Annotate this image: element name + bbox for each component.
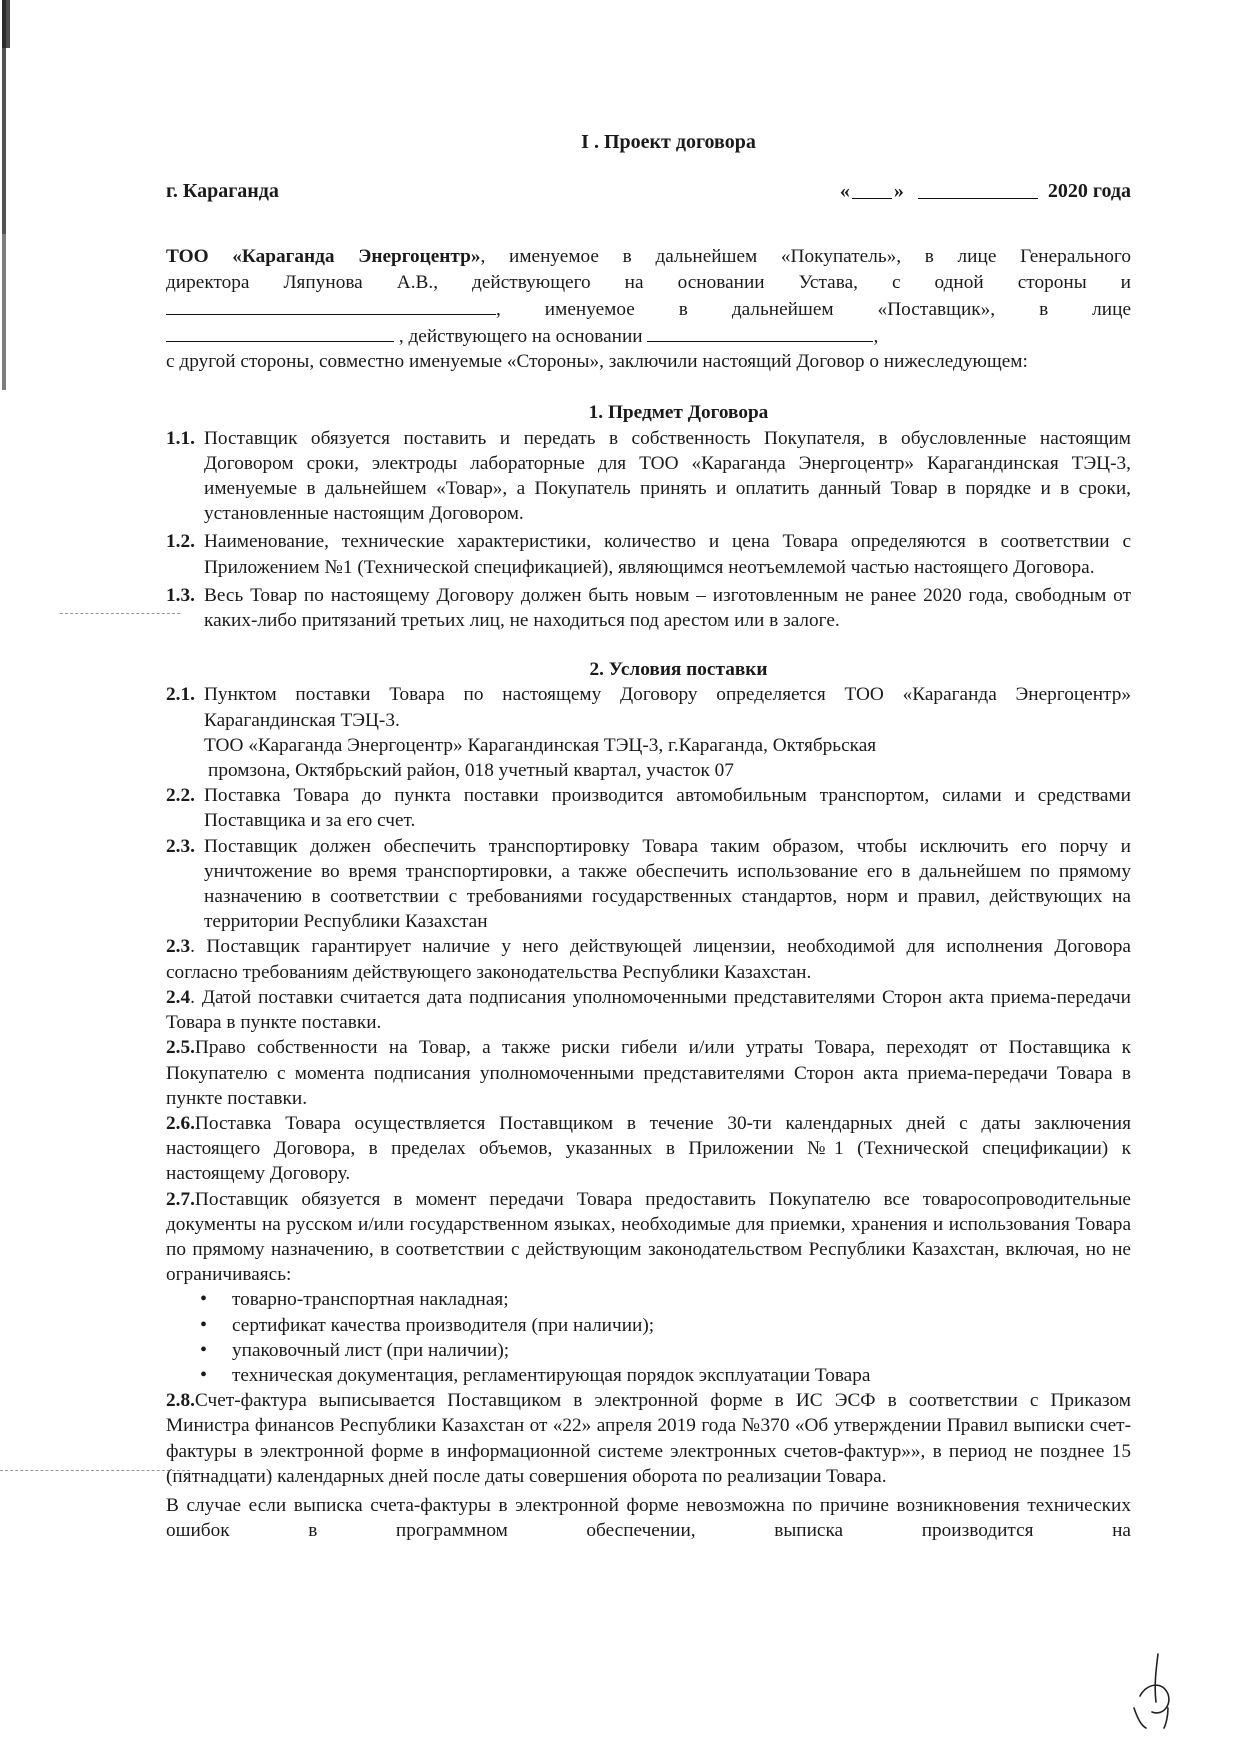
clause-number: 1.1. xyxy=(166,427,195,449)
city-name: г. Караганда xyxy=(166,180,279,203)
section-2-title: 2. Условия поставки xyxy=(589,659,768,681)
clause-2-3b xyxy=(166,934,1131,984)
city-date-row xyxy=(166,179,1131,204)
date-open-quote: « xyxy=(839,180,850,203)
month-blank xyxy=(918,179,1038,199)
preamble-text: , именуемое в дальнейшем «Покупатель», в лице Генерального xyxy=(480,246,1131,268)
representative-blank xyxy=(166,322,394,342)
closing-paragraph: В случае если выписка счета-фактуры в электронной форме невозможна по причине возникновения технических ошибок в программном обеспечении, выписка производится на xyxy=(166,1494,1131,1542)
document-title: I . Проект договора xyxy=(581,131,756,153)
clause-2-1 xyxy=(166,682,1131,732)
clause-1-1 xyxy=(166,426,1131,527)
handwritten-initial-mark xyxy=(1128,1650,1176,1730)
clause-text: Поставщик обязуется в момент передачи Товара предоставить Покупателю все товаросопроводительные документы на русском и/или государственном языках, необходимые для приемки, хранения и использования Товара по прямому назначению, в соответствии с действующим законодательством Республики Казахстан, включая, но не ограничиваясь: xyxy=(166,1188,1131,1286)
clause-text: Поставка Товара до пункта поставки производится автомобильным транспортом, силами и средствами Поставщика и за его счет. xyxy=(204,785,1131,832)
clause-number: 1.2. xyxy=(166,531,195,553)
date-year: 2020 года xyxy=(1047,180,1131,203)
clause-2-5 xyxy=(166,1035,1131,1111)
clause-2-2 xyxy=(166,783,1131,833)
clause-number: 2.3 xyxy=(166,936,191,958)
preamble-line-1 xyxy=(166,244,1131,269)
preamble-text: , действующего на основании xyxy=(394,326,648,348)
clause-number: 1.3. xyxy=(166,584,195,606)
contract-date xyxy=(840,179,1131,204)
list-item: • товарно-транспортная накладная; xyxy=(190,1287,1131,1312)
clause-number: 2.2. xyxy=(166,785,195,807)
clause-text: Поставка Товара осуществляется Поставщиком в течение 30-ти календарных дней с даты заключения настоящего Договора, в пределах объемов, указанных в Приложении №1 (Технической спецификации) к настоящему Договору. xyxy=(166,1112,1131,1185)
clause-number: 2.6. xyxy=(166,1112,195,1134)
clause-text: . Поставщик гарантирует наличие у него действующей лицензии, необходимой для исполнения Договора согласно требованиям действующего законодательства Республики Казахстан. xyxy=(166,936,1131,983)
scan-line xyxy=(0,1470,190,1471)
preamble-line-4 xyxy=(166,322,1131,349)
clause-number: 2.1. xyxy=(166,684,195,706)
clause-2-8 xyxy=(166,1388,1131,1489)
list-item: • упаковочный лист (при наличии); xyxy=(190,1338,1131,1363)
scan-line xyxy=(60,613,180,614)
clause-text: Счет-фактура выписывается Поставщиком в электронной форме в ИС ЭСФ в соответствии с Приказом Министра финансов Республики Казахстан от «22» апреля 2019 года №370 «Об утверждении Правил выписки счет-фактуры в электронной форме в информационной системе электронных счетов-фактур»», в период не позднее 15 (пятнадцати) календарных дней после даты совершения оборота по реализации Товара. xyxy=(166,1390,1131,1487)
clause-number: 2.3. xyxy=(166,835,195,857)
preamble-line-3 xyxy=(166,295,1131,322)
clause-text: Право собственности на Товар, а также риски гибели и/или утраты Товара, переходят от Поставщика к Покупателю с момента подписания уполномоченными представителями Сторон акта приема-передачи Товара в пункте поставки. xyxy=(166,1037,1131,1109)
clause-text: Поставщик обязуется поставить и передать в собственность Покупателя, в обусловленные настоящим Договором сроки, электроды лабораторные для ТОО «Караганда Энергоцентр» Карагандинская ТЭЦ-3, именуемые в дальнейшем «Товар», а Покупатель принять и оплатить данный Товар в порядке и в сроки, установленные настоящим Договором. xyxy=(204,427,1131,525)
clause-2-3a xyxy=(166,834,1131,935)
clause-text: Наименование, технические характеристики, количество и цена Товара определяются в соответствии с Приложением №1 (Технической спецификацией), являющимся неотъемлемой частью настоящего Договора. xyxy=(204,531,1131,578)
scan-edge-mark xyxy=(2,0,6,390)
clause-number: 2.7. xyxy=(166,1188,195,1210)
clause-text: Пунктом поставки Товара по настоящему Договору определяется ТОО «Караганда Энергоцентр» Карагандинская ТЭЦ-3. xyxy=(204,684,1131,731)
clause-2-4 xyxy=(166,985,1131,1035)
date-close-quote: » xyxy=(893,180,904,203)
scan-edge-mark-top xyxy=(2,0,10,48)
clause-number: 2.4 xyxy=(166,986,191,1008)
preamble-line-5: с другой стороны, совместно именуемые «Стороны», заключили настоящий Договор о нижеследующем: xyxy=(166,351,1028,373)
clause-text: . Датой поставки считается дата подписания уполномоченными представителями Сторон акта приема-передачи Товара в пункте поставки. xyxy=(166,986,1131,1034)
basis-blank xyxy=(647,322,873,342)
clause-1-2 xyxy=(166,529,1131,579)
clause-2-6 xyxy=(166,1111,1131,1187)
supplier-name-blank xyxy=(166,295,496,315)
clause-number: 2.5. xyxy=(166,1037,195,1059)
document-list xyxy=(166,1287,1131,1388)
delivery-address-line-1: ТОО «Караганда Энергоцентр» Карагандинская ТЭЦ-3, г.Караганда, Октябрьская xyxy=(204,734,877,756)
preamble-text: , xyxy=(873,326,879,348)
clause-number: 2.8. xyxy=(166,1390,195,1412)
list-item: • техническая документация, регламентирующая порядок эксплуатации Товара xyxy=(190,1363,1131,1388)
clause-1-3 xyxy=(166,583,1131,633)
clause-text: Весь Товар по настоящему Договору должен быть новым – изготовленным не ранее 2020 года, свободным от каких-либо притязаний третьих лиц, не находиться под арестом или в залоге. xyxy=(204,584,1131,632)
clause-2-7 xyxy=(166,1187,1131,1288)
list-item: • сертификат качества производителя (при наличии); xyxy=(190,1313,1131,1338)
preamble-line-2: директора Ляпунова А.В., действующего на основании Устава, с одной стороны и xyxy=(166,271,1131,293)
delivery-address-line-2: промзона, Октябрьский район, 018 учетный квартал, участок 07 xyxy=(208,760,734,782)
day-blank xyxy=(852,179,892,199)
document-body xyxy=(166,130,1131,1543)
section-1-title: 1. Предмет Договора xyxy=(588,402,769,424)
preamble-text: , именуемое в дальнейшем «Поставщик», в лице xyxy=(496,298,1131,320)
clause-text: Поставщик должен обеспечить транспортировку Товара таким образом, чтобы исключить его порчу и уничтожение во время транспортировки, а также обеспечить использование его в дальнейшем по прямому назначению в соответствии с требованиями государственных стандартов, норм и правил, действующих на территории Республики Казахстан xyxy=(204,835,1131,933)
buyer-company: ТОО «Караганда Энергоцентр» xyxy=(166,246,481,268)
